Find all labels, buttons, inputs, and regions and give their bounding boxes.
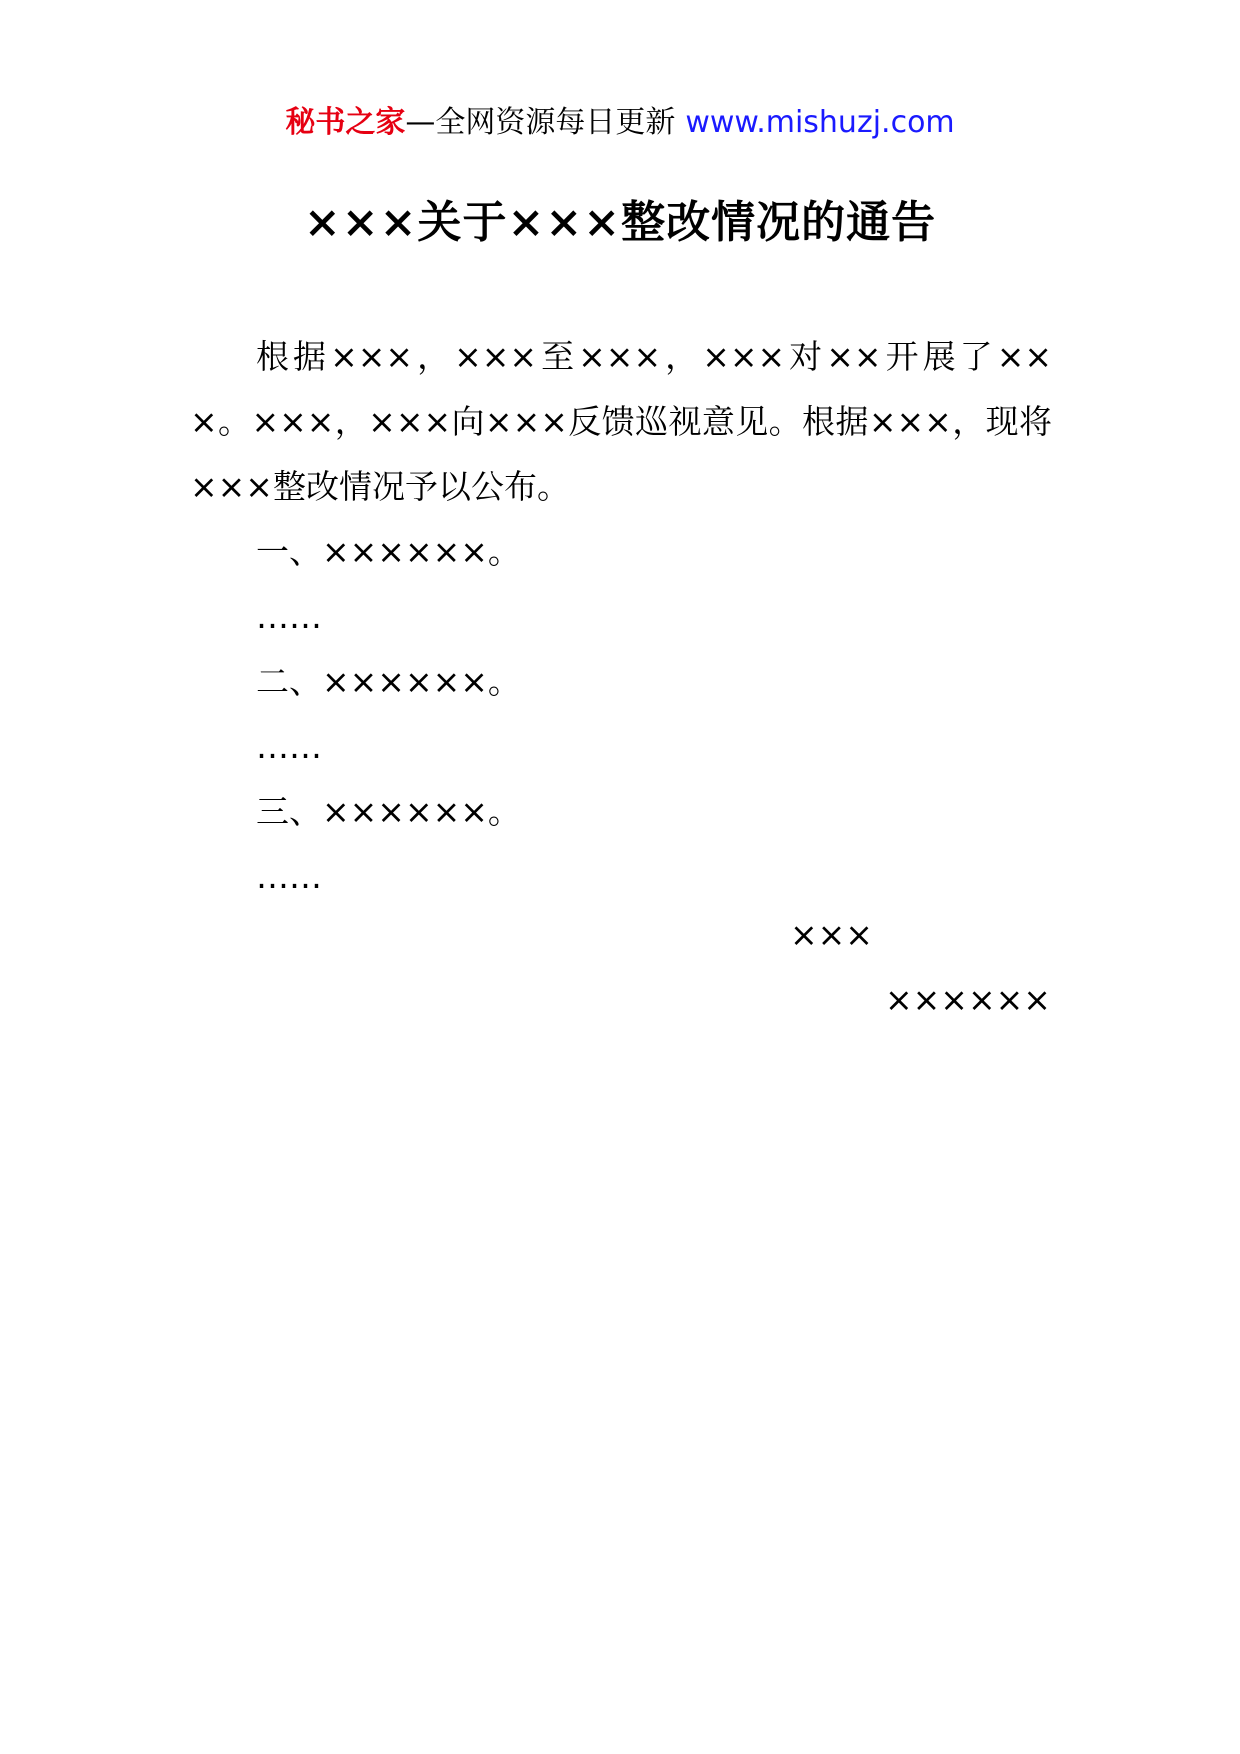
site-url: www.mishuzj.com	[685, 105, 955, 140]
watermark-header	[0, 98, 1240, 148]
intro-paragraph: 根据×××，×××至×××，×××对××开展了×××。×××，×××向×××反馈巡视意见。根据×××，现将×××整改情况予以公布。	[190, 337, 1052, 506]
item-content: ……	[256, 727, 322, 766]
document-title: ×××关于×××整改情况的通告	[303, 197, 937, 248]
item-content: ……	[256, 597, 322, 636]
signature-organization: ×××	[790, 915, 873, 954]
item-heading: 一、××××××。	[256, 532, 521, 571]
document-body	[190, 324, 1052, 909]
brand-name: 秘书之家	[285, 105, 406, 140]
item-heading: 二、××××××。	[256, 662, 521, 701]
header-tagline: —全网资源每日更新	[405, 105, 676, 140]
signature-date: ××××××	[885, 980, 1051, 1019]
item-heading: 三、××××××。	[256, 792, 521, 831]
item-content: ……	[256, 857, 322, 896]
